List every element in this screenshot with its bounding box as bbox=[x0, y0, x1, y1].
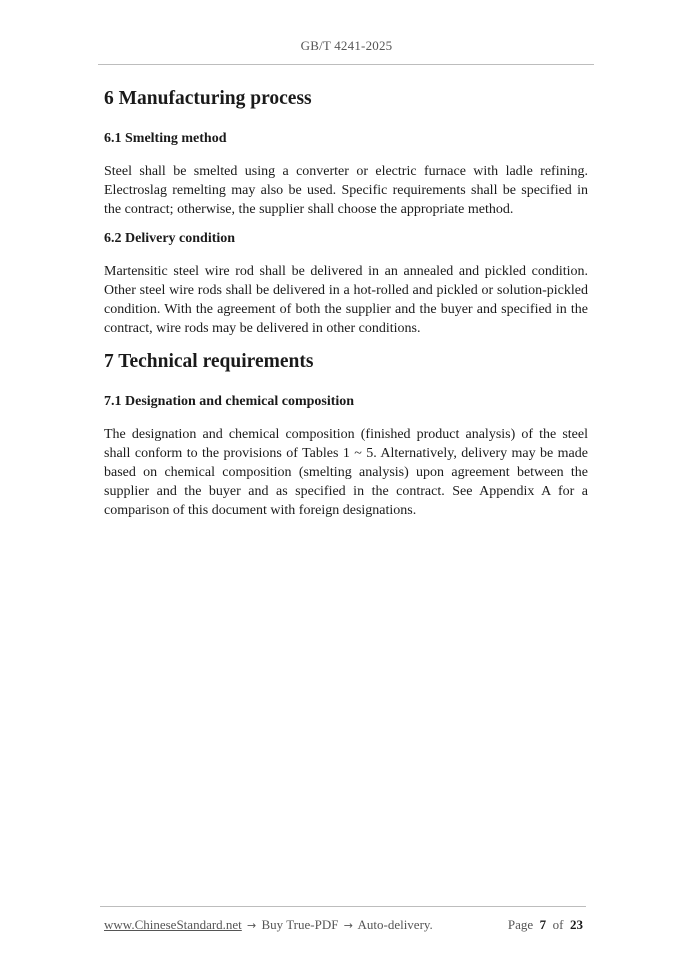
page-label: Page bbox=[507, 917, 534, 932]
page-number bbox=[508, 917, 583, 933]
section-6-1-heading: 6.1 Smelting method bbox=[104, 131, 227, 146]
section-6-2-paragraph: Martensitic steel wire rod shall be delivered in an annealed and pickled condition. Other steel wire rods shall be delivered in a hot-rolled and pickled or solution-pickled condition. With the agreement of both the supplier and the buyer and specified in the contract, wire rods may be delivered in other conditions. bbox=[104, 264, 588, 336]
page-current: 7 bbox=[539, 917, 547, 932]
header-divider bbox=[98, 64, 594, 65]
page-total: 23 bbox=[570, 917, 583, 932]
section-7-1-heading: 7.1 Designation and chemical composition bbox=[104, 394, 355, 409]
page-footer bbox=[104, 917, 583, 933]
section-6-2-heading: 6.2 Delivery condition bbox=[104, 231, 236, 246]
section-6-heading: 6 Manufacturing process bbox=[104, 88, 312, 109]
buy-pdf-text: Buy True-PDF bbox=[261, 917, 339, 932]
section-6-1-paragraph: Steel shall be smelted using a converter or electric furnace with ladle refining. Electroslag remelting may also be used. Specific requirements shall be specified in the contract; otherwise, the supplier shall choose the appropriate method. bbox=[104, 164, 588, 217]
section-7-heading: 7 Technical requirements bbox=[104, 351, 314, 372]
page-content bbox=[104, 86, 588, 530]
document-id-header: GB/T 4241-2025 bbox=[300, 38, 393, 53]
of-label: of bbox=[552, 917, 564, 932]
section-7-1-paragraph: The designation and chemical composition (finished product analysis) of the steel shall conform to the provisions of Tables 1 ~ 5. Alternatively, delivery may be made based on chemical composition (smelting analysis) upon agreement between the supplier and the buyer and as specified in the contract. See Appendix A for a comparison of this document with foreign designations. bbox=[104, 427, 588, 518]
auto-delivery-text: Auto-delivery. bbox=[357, 917, 433, 932]
site-link[interactable]: www.ChineseStandard.net bbox=[104, 917, 242, 932]
arrow-right-icon: → bbox=[247, 919, 257, 932]
footer-divider bbox=[100, 906, 586, 907]
footer-promo bbox=[104, 917, 433, 933]
arrow-right-icon: → bbox=[343, 919, 353, 932]
